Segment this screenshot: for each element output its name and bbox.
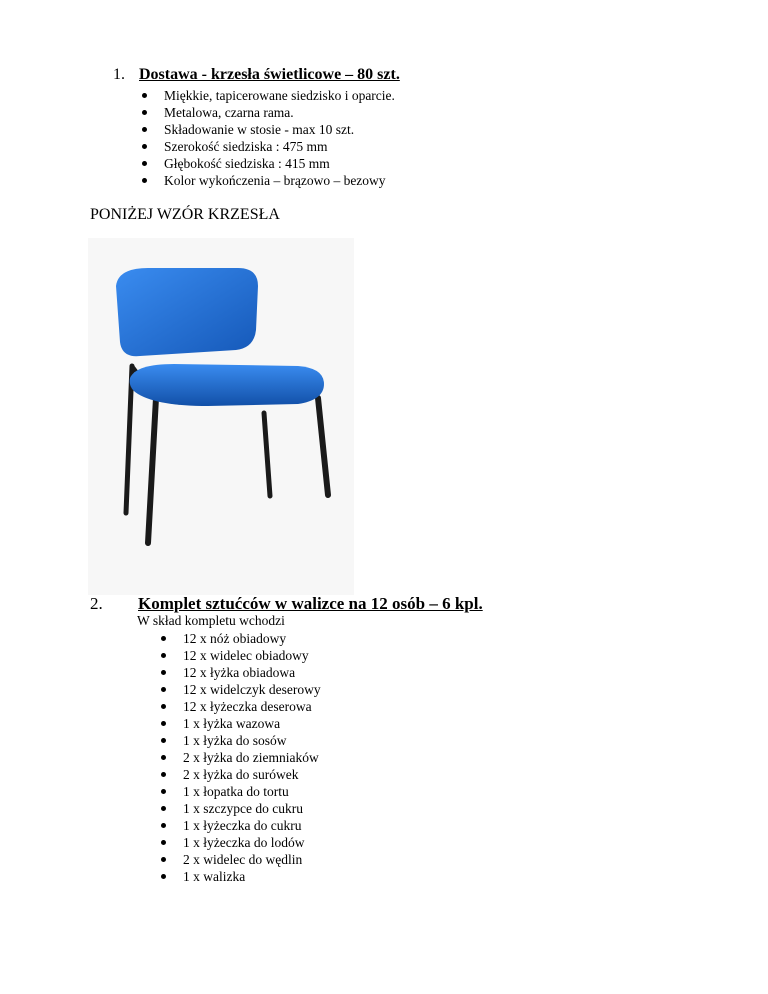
list-item: 12 x widelczyk deserowy: [158, 681, 321, 698]
section-1-title: Dostawa - krzesła świetlicowe – 80 szt.: [139, 66, 400, 83]
list-item: 12 x łyżka obiadowa: [158, 664, 321, 681]
list-item: 2 x łyżka do surówek: [158, 766, 321, 783]
list-item: 1 x łyżka do sosów: [158, 732, 321, 749]
list-item: Metalowa, czarna rama.: [139, 104, 395, 121]
section-2-title: Komplet sztućców w walizce na 12 osób – 6 kpl.: [138, 594, 483, 613]
list-item: 12 x łyżeczka deserowa: [158, 698, 321, 715]
list-item: 1 x łyżka wazowa: [158, 715, 321, 732]
chair-illustration: [88, 238, 354, 595]
list-item: 2 x widelec do wędlin: [158, 851, 321, 868]
chair-spec-list: [139, 87, 395, 189]
section-1-number: 1.: [113, 66, 125, 83]
list-item: 1 x łyżeczka do lodów: [158, 834, 321, 851]
section-1-heading: [113, 66, 400, 84]
section-2-number: 2.: [90, 594, 103, 613]
list-item: 12 x nóż obiadowy: [158, 630, 321, 647]
list-item: 2 x łyżka do ziemniaków: [158, 749, 321, 766]
chair-pattern-heading: PONIŻEJ WZÓR KRZESŁA: [90, 206, 280, 223]
list-item: Miękkie, tapicerowane siedzisko i oparcie.: [139, 87, 395, 104]
list-item: 1 x łopatka do tortu: [158, 783, 321, 800]
section-2-heading: [90, 594, 483, 614]
list-item: 1 x szczypce do cukru: [158, 800, 321, 817]
section-2-intro: W skład kompletu wchodzi: [137, 613, 285, 628]
cutlery-set-list: [158, 630, 321, 885]
chair-image: [88, 238, 354, 595]
list-item: Kolor wykończenia – brązowo – bezowy: [139, 172, 395, 189]
list-item: Szerokość siedziska : 475 mm: [139, 138, 395, 155]
list-item: 1 x walizka: [158, 868, 321, 885]
list-item: 1 x łyżeczka do cukru: [158, 817, 321, 834]
list-item: 12 x widelec obiadowy: [158, 647, 321, 664]
list-item: Składowanie w stosie - max 10 szt.: [139, 121, 395, 138]
list-item: Głębokość siedziska : 415 mm: [139, 155, 395, 172]
